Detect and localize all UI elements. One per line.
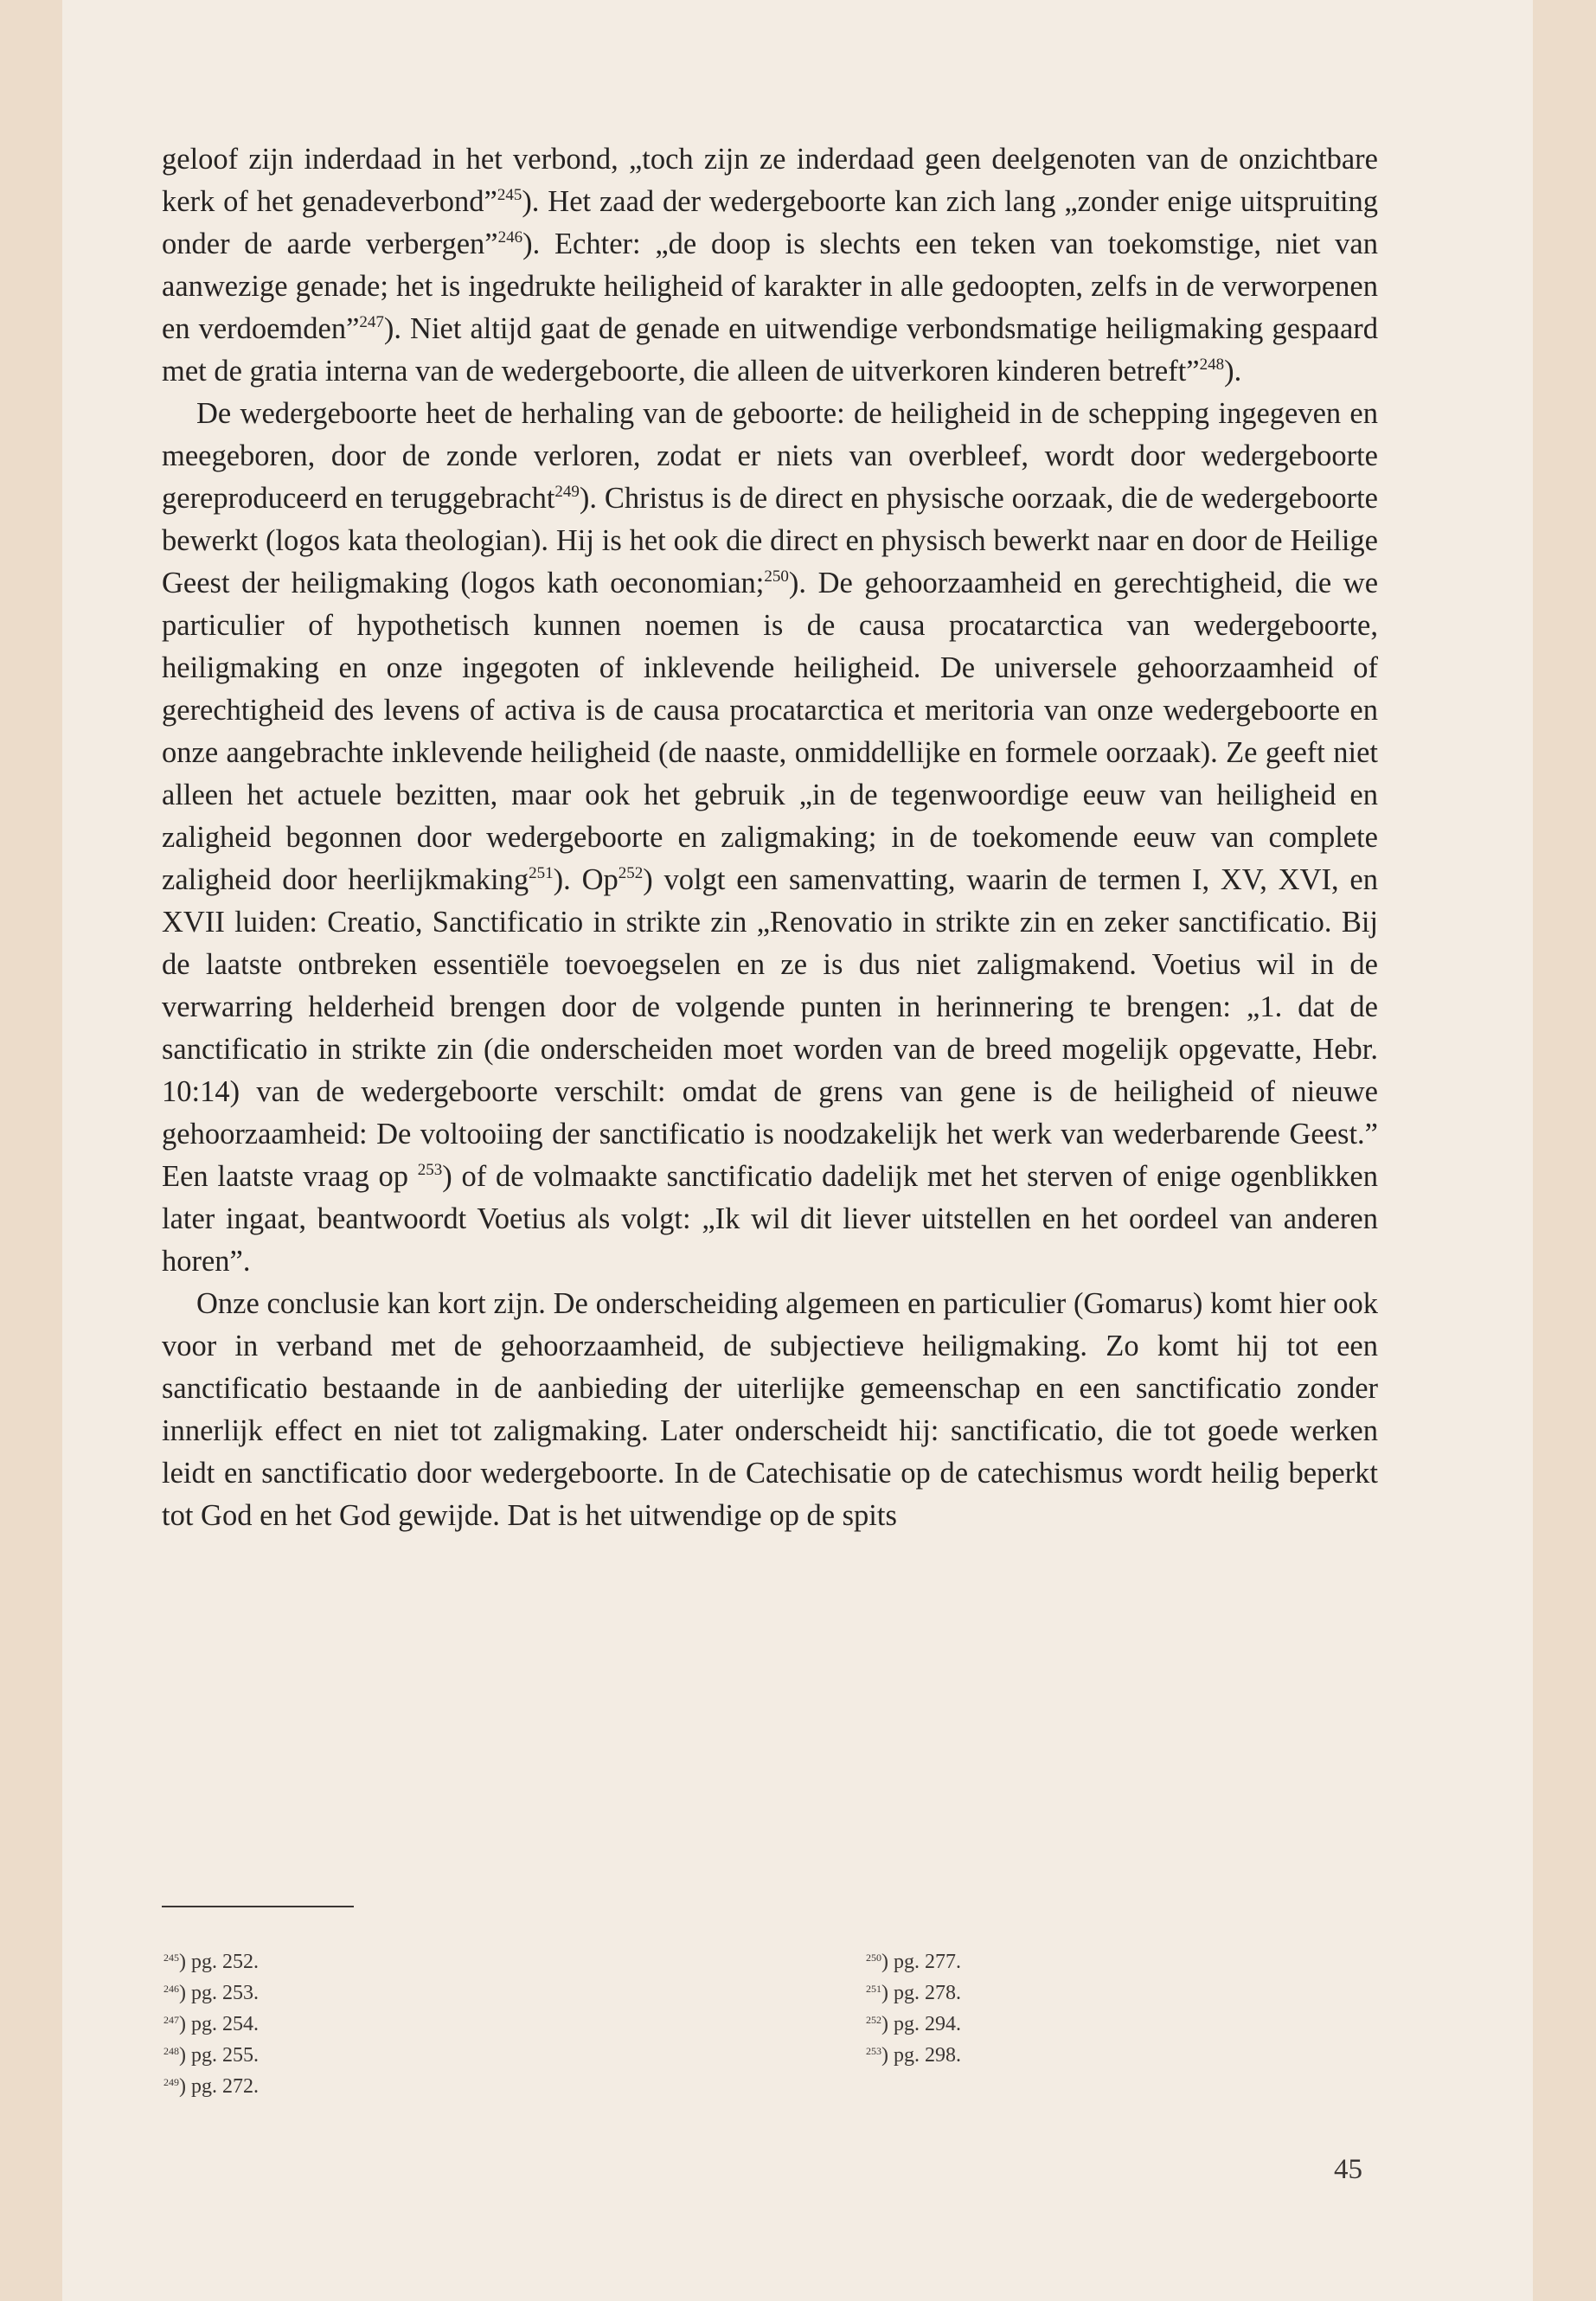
paragraph-3: Onze conclusie kan kort zijn. De onderscheiding algemeen en particulier (Gomarus) komt hier ook voor in verband met de gehoorzaamheid, de subjectieve heiligmaking. Zo komt hij tot een sanctificatio bestaande in de aanbieding der uiterlijke gemeenschap en een sanctificatio zonder innerlijk effect en niet tot zaligmaking. Later onderscheidt hij: sanctificatio, die tot goede werken leidt en sanctificatio door wedergeboorte. In de Catechisatie op de catechismus wordt heilig beperkt tot God en het God gewijde. Dat is het uitwendige op de spits xyxy=(162,1287,1378,1532)
footnotes-right-column xyxy=(866,1946,961,2071)
footnote-separator xyxy=(162,1906,354,1907)
page-number: 45 xyxy=(1334,2154,1362,2185)
paragraph-2: De wedergeboorte heet de herhaling van de geboorte: de heiligheid in de schepping ingegeven en meegeboren, door de zonde verloren, zodat er niets van overbleef, wordt door wedergeboorte gereproduceerd en teruggebracht$^{249}$). Christus is de direct en physische oorzaak, die de wedergeboorte bewerkt (logos kata theologian). Hij is het ook die direct en physisch bewerkt naar en door de Heilige Geest der heiligmaking (logos kath oeconomian;$^{250}$). De gehoorzaamheid en gerechtigheid, die we particulier of hypothetisch kunnen noemen is de causa procatarctica van wedergeboorte, heiligmaking en onze ingegoten of inklevende heiligheid. De universele gehoorzaamheid of gerechtigheid des levens of activa is de causa procatarctica et meritoria van onze wedergeboorte en onze aangebrachte inklevende heiligheid (de naaste, onmiddellijke en formele oorzaak). Ze geeft niet alleen het actuele bezitten, maar ook het gebruik „in de tegenwoordige eeuw van heiligheid en zaligheid begonnen door wedergeboorte en zaligmaking; in de toekomende eeuw van complete zaligheid door heerlijkmaking$^{251}$). Op$^{252}$) volgt een samenvatting, waarin de termen I, XV, XVI, en XVII luiden: Creatio, Sanctificatio in strikte zin „Renovatio in strikte zin en zeker sanctificatio. Bij de laatste ontbreken essentiële toevoegselen en ze is dus niet zaligmakend. Voetius wil in de verwarring helderheid brengen door de volgende punten in herinnering te brengen: „1. dat de sanctificatio in strikte zin (die onderscheiden moet worden van de breed mogelijk opgevatte, Hebr. 10:14) van de wedergeboorte verschilt: omdat de grens van gene is de heiligheid of nieuwe gehoorzaamheid: De voltooiing der sanctificatio is noodzakelijk het werk van wederbarende Geest.” Een laatste vraag op $^{253}$) of de volmaakte sanctificatio dadelijk met het sterven of enige ogenblikken later ingaat, beantwoordt Voetius als volgt: „Ik wil dit liever uitstellen en het oordeel van anderen horen”. xyxy=(162,397,1379,1278)
footnote-ref[interactable]: 251 xyxy=(529,864,554,882)
footnote-ref[interactable]: 245 xyxy=(497,186,522,204)
footnote: $^{252}$) pg. 294. xyxy=(866,2013,961,2035)
footnote: $^{246}$) pg. 253. xyxy=(163,1982,259,2004)
footnote-ref[interactable]: 249 xyxy=(554,483,580,501)
footnote-ref[interactable]: 247 xyxy=(359,313,384,331)
footnote-ref[interactable]: 250 xyxy=(764,567,789,586)
footnote: $^{247}$) pg. 254. xyxy=(163,2013,259,2035)
footnote: $^{248}$) pg. 255. xyxy=(163,2044,259,2067)
book-page xyxy=(62,0,1533,2301)
body-text xyxy=(162,138,1378,1537)
footnote-ref[interactable]: 252 xyxy=(618,864,644,882)
footnote: $^{249}$) pg. 272. xyxy=(163,2075,259,2098)
footnote-ref[interactable]: 248 xyxy=(1199,356,1225,374)
footnotes-left-column xyxy=(163,1946,259,2102)
footnote: $^{251}$) pg. 278. xyxy=(866,1982,961,2004)
footnote: $^{253}$) pg. 298. xyxy=(866,2044,961,2067)
footnote-ref[interactable]: 246 xyxy=(497,228,523,247)
footnote: $^{245}$) pg. 252. xyxy=(163,1951,259,1973)
footnote: $^{250}$) pg. 277. xyxy=(866,1951,961,1973)
footnote-ref[interactable]: 253 xyxy=(417,1161,443,1179)
paragraph-1: geloof zijn inderdaad in het verbond, „toch zijn ze inderdaad geen deelgenoten van de onzichtbare kerk of het genadeverbond”$^{245}$). Het zaad der wedergeboorte kan zich lang „zonder enige uitspruiting onder de aarde verbergen”$^{246}$). Echter: „de doop is slechts een teken van toekomstige, niet van aanwezige genade; het is ingedrukte heiligheid of karakter in alle gedoopten, zelfs in de verworpenen en verdoemden”$^{247}$). Niet altijd gaat de genade en uitwendige verbondsmatige heiligmaking gespaard met de gratia interna van de wedergeboorte, die alleen de uitverkoren kinderen betreft”$^{248}$). xyxy=(162,143,1379,388)
